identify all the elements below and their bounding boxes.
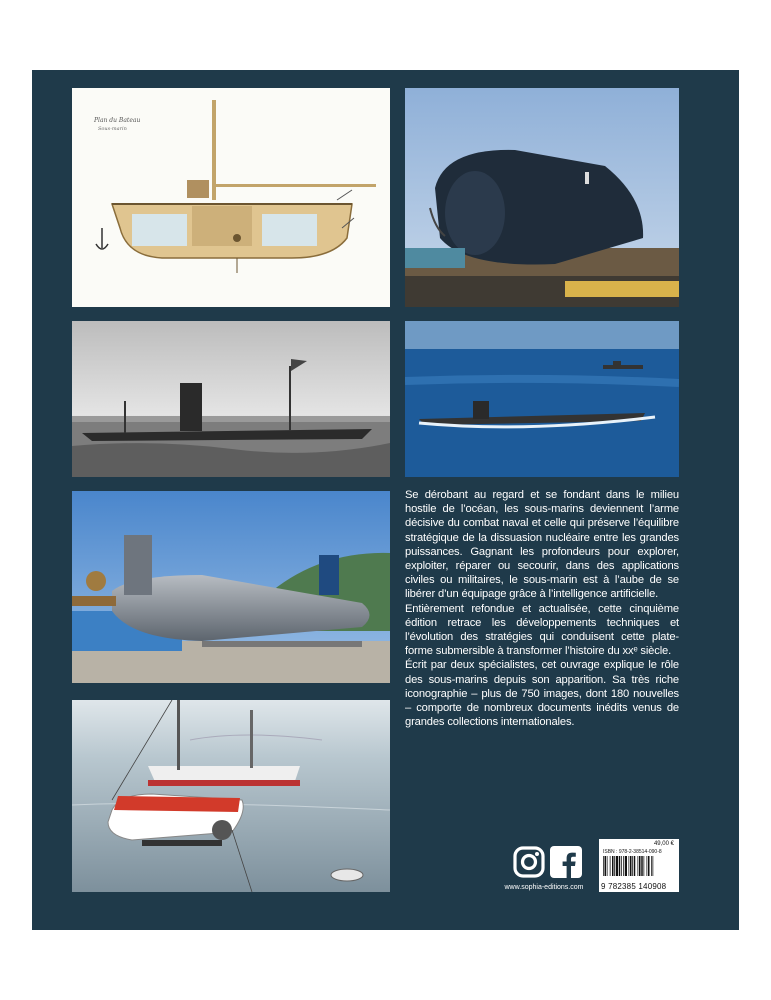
photo-submarines-at-sea	[405, 321, 679, 477]
svg-text:Sous-marin: Sous-marin	[98, 126, 127, 132]
photo-submarine-on-land	[405, 88, 679, 307]
photo-deep-sea-vehicle	[72, 700, 390, 892]
photo-historical-drawing	[72, 88, 390, 307]
price: 49,00 €	[653, 841, 674, 847]
instagram-icon[interactable]	[513, 846, 545, 878]
blurb-paragraph-2: Entièrement refondue et actualisée, cette cinquième édition retrace les développements techniques et l’évolution des stratégies qui conduisent cette plate-forme submersible à transformer l’histoire du xxᵉ siècle.	[405, 602, 679, 658]
barcode-panel	[599, 839, 679, 892]
barcode-bars	[603, 856, 675, 882]
svg-text:Plan du Bateau: Plan du Bateau	[94, 117, 141, 124]
facebook-icon[interactable]	[550, 846, 582, 878]
blurb-paragraph-3: Écrit par deux spécialistes, cet ouvrage explique le rôle des sous-marins depuis son apparition. Sa très riche iconographie – plus de 750 images, dont 180 nouvelles – comporte de nombreux documents inédits venus de grandes collections internationales.	[405, 659, 679, 729]
photo-historic-bw	[72, 321, 390, 477]
blurb-paragraph-1: Se dérobant au regard et se fondant dans le milieu hostile de l’océan, les sous-marins deviennent l’arme décisive du combat naval et celle qui préserve l’équilibre stratégique de la dissuasion nucléaire entre les grandes puissances. Gagnant les profondeurs pour explorer, exploiter, réparer ou secourir, dans des applications civiles ou militaires, le sous-marin est à l’aube de se libérer d’un équipage grâce à l’intelligence artificielle.	[405, 489, 679, 601]
barcode-number: 9 782385 140908	[601, 882, 667, 891]
back-cover-blurb	[405, 488, 679, 729]
isbn: ISBN : 978-2-38514-090-8	[603, 849, 662, 855]
photo-museum-submarine	[72, 491, 390, 683]
website-url[interactable]: www.sophia-editions.com	[504, 884, 584, 891]
